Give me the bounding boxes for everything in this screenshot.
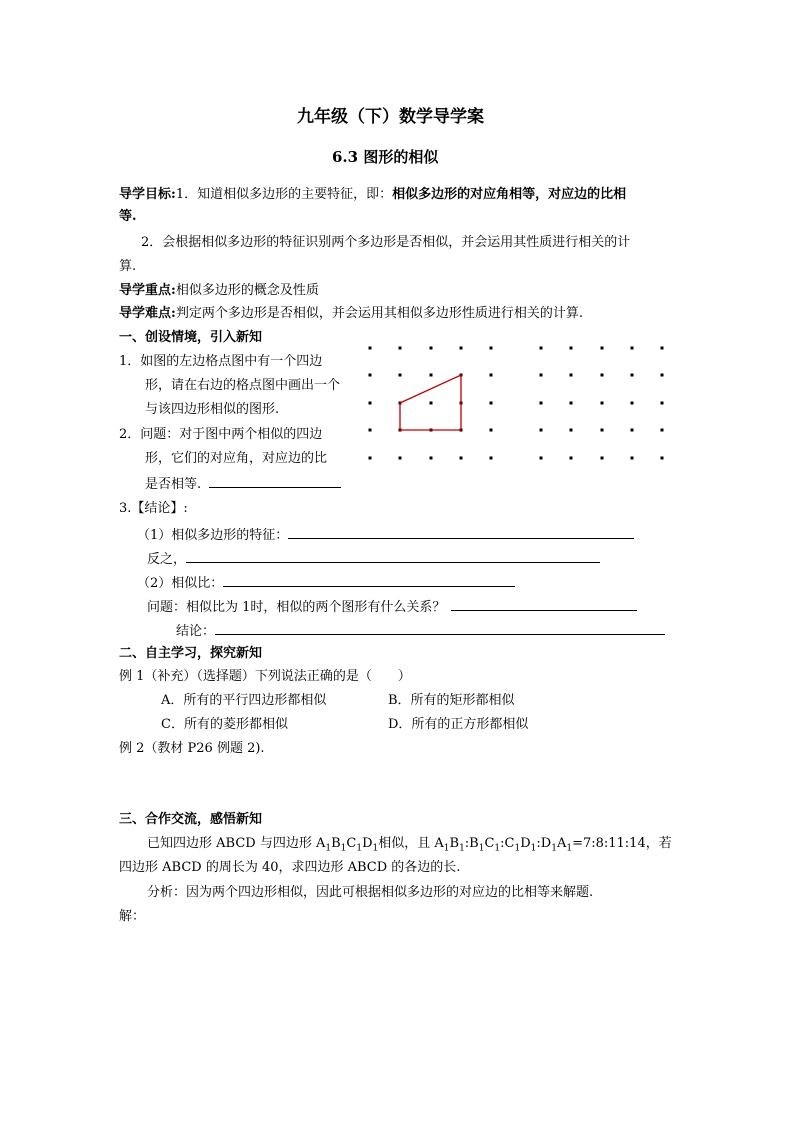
s1-item3: 3.【结论】: bbox=[119, 501, 188, 516]
grid-dot bbox=[490, 374, 493, 377]
s1-item1-line2: 形，请在右边的格点图中画出一个 bbox=[145, 378, 341, 393]
conclusion: 结论： bbox=[176, 621, 665, 641]
grid-dot bbox=[430, 374, 433, 377]
grid-dot bbox=[490, 429, 493, 432]
grid-dot bbox=[540, 402, 543, 405]
grid-dot bbox=[430, 457, 433, 460]
grid-dot bbox=[570, 374, 573, 377]
question: 问题：相似比为 1时，相似的两个图形有什么关系？ bbox=[147, 597, 637, 617]
key-point bbox=[119, 282, 319, 300]
grid-dot bbox=[369, 457, 372, 460]
goal-2-line1: 2．会根据相似多边形的特征识别两个多边形是否相似，并会运用其性质进行相关的计 bbox=[141, 235, 631, 250]
option-c: C．所有的菱形都相似 bbox=[161, 717, 288, 732]
example-2: 例 2（教材 P26 例题 2). bbox=[119, 741, 265, 756]
goal-1-prefix: 1．知道相似多边形的主要特征，即： bbox=[175, 187, 393, 202]
answer-blank[interactable] bbox=[288, 525, 634, 539]
s3-paragraph-2: 四边形 ABCD 的周长为 40，求四边形 ABCD 的各边的长. bbox=[119, 860, 461, 875]
grid-dot bbox=[540, 457, 543, 460]
grid-dot bbox=[369, 429, 372, 432]
conclusion-2: （2）相似比： bbox=[137, 573, 515, 593]
grid-dot bbox=[460, 457, 463, 460]
section1-heading: 一、创设情境，引入新知 bbox=[119, 330, 263, 345]
grid-dot bbox=[601, 402, 604, 405]
option-b: B．所有的矩形都相似 bbox=[388, 693, 515, 708]
goal-1-bold: 相似多边形的对应角相等，对应边的比相 bbox=[392, 187, 627, 202]
conclusion-1: （1）相似多边形的特征： bbox=[137, 525, 634, 545]
s3-paragraph-1: 已知四边形 ABCD 与四边形 $A_1B_1C_1D_1$相似，且 $A_1B_1:B_1C_1:C_1D_1:D_1A_1=7:8:11:14$，若 bbox=[147, 836, 672, 854]
grid-dot bbox=[399, 347, 402, 350]
example-1: 例 1（补充）（选择题）下列说法正确的是（ ） bbox=[119, 669, 411, 684]
grid-dot bbox=[540, 374, 543, 377]
grid-dot bbox=[399, 457, 402, 460]
conclusion-1b: 反之， bbox=[147, 549, 600, 569]
dot-grid-figure bbox=[360, 338, 680, 468]
grid-dot bbox=[601, 347, 604, 350]
answer-blank[interactable] bbox=[451, 597, 637, 611]
grid-dot bbox=[540, 429, 543, 432]
s1-item2-line2: 形，它们的对应角，对应边的比 bbox=[145, 451, 328, 466]
grid-dot bbox=[661, 374, 664, 377]
grid-dot bbox=[369, 402, 372, 405]
grid-dot bbox=[490, 347, 493, 350]
grid-dot bbox=[661, 429, 664, 432]
grid-dot bbox=[430, 347, 433, 350]
grid-dot bbox=[540, 347, 543, 350]
grid-dot bbox=[490, 457, 493, 460]
grid-dot bbox=[631, 457, 634, 460]
grid-dot bbox=[430, 402, 433, 405]
key-point-label: 导学重点: bbox=[119, 283, 176, 298]
grid-dot bbox=[369, 347, 372, 350]
answer-blank[interactable] bbox=[209, 474, 341, 488]
difficulty-label: 导学难点: bbox=[119, 306, 176, 321]
goals-label: 导学目标: bbox=[119, 187, 176, 202]
grid-dot bbox=[399, 374, 402, 377]
grid-dot bbox=[631, 347, 634, 350]
grid-dot bbox=[460, 347, 463, 350]
grid-dots bbox=[369, 347, 664, 460]
grid-dot bbox=[601, 374, 604, 377]
answer-blank[interactable] bbox=[215, 621, 665, 635]
option-d: D．所有的正方形都相似 bbox=[388, 717, 529, 732]
grid-dot bbox=[570, 347, 573, 350]
s1-item1-line1: 1．如图的左边格点图中有一个四边 bbox=[119, 354, 323, 369]
answer-blank[interactable] bbox=[223, 573, 515, 587]
s1-item1-line3: 与该四边形相似的图形. bbox=[145, 402, 280, 417]
section3-heading: 三、合作交流，感悟新知 bbox=[119, 812, 263, 827]
grid-dot bbox=[631, 429, 634, 432]
grid-dot bbox=[490, 402, 493, 405]
grid-dot bbox=[601, 457, 604, 460]
s1-item2-line1: 2．问题：对于图中两个相似的四边 bbox=[119, 427, 323, 442]
option-a: A．所有的平行四边形都相似 bbox=[161, 693, 327, 708]
grid-dot bbox=[369, 374, 372, 377]
difficulty bbox=[119, 305, 583, 323]
goal-2-line2: 算. bbox=[119, 259, 137, 274]
key-point-text: 相似多边形的概念及性质 bbox=[175, 283, 319, 298]
page-title: 九年级（下）数学导学案 bbox=[297, 107, 484, 127]
s3-solution: 解： bbox=[119, 909, 146, 924]
s1-item2-line3: 是否相等. bbox=[145, 474, 341, 494]
grid-dot bbox=[570, 429, 573, 432]
grid-dot bbox=[631, 374, 634, 377]
grid-dot bbox=[661, 347, 664, 350]
difficulty-text: 判定两个多边形是否相似，并会运用其相似多边形性质进行相关的计算. bbox=[175, 306, 583, 321]
section2-heading: 二、自主学习，探究新知 bbox=[119, 646, 263, 661]
goal-1-cont: 等. bbox=[119, 209, 137, 224]
page-subtitle: 6.3 图形的相似 bbox=[332, 148, 439, 166]
grid-dot bbox=[570, 402, 573, 405]
s3-analysis: 分析：因为两个四边形相似，因此可根据相似多边形的对应边的比相等来解题. bbox=[147, 885, 594, 900]
grid-dot bbox=[570, 457, 573, 460]
grid-dot bbox=[601, 429, 604, 432]
grid-dot bbox=[631, 402, 634, 405]
grid-dot bbox=[661, 402, 664, 405]
grid-dot bbox=[661, 457, 664, 460]
goal-1 bbox=[119, 186, 626, 204]
answer-blank[interactable] bbox=[186, 549, 600, 563]
